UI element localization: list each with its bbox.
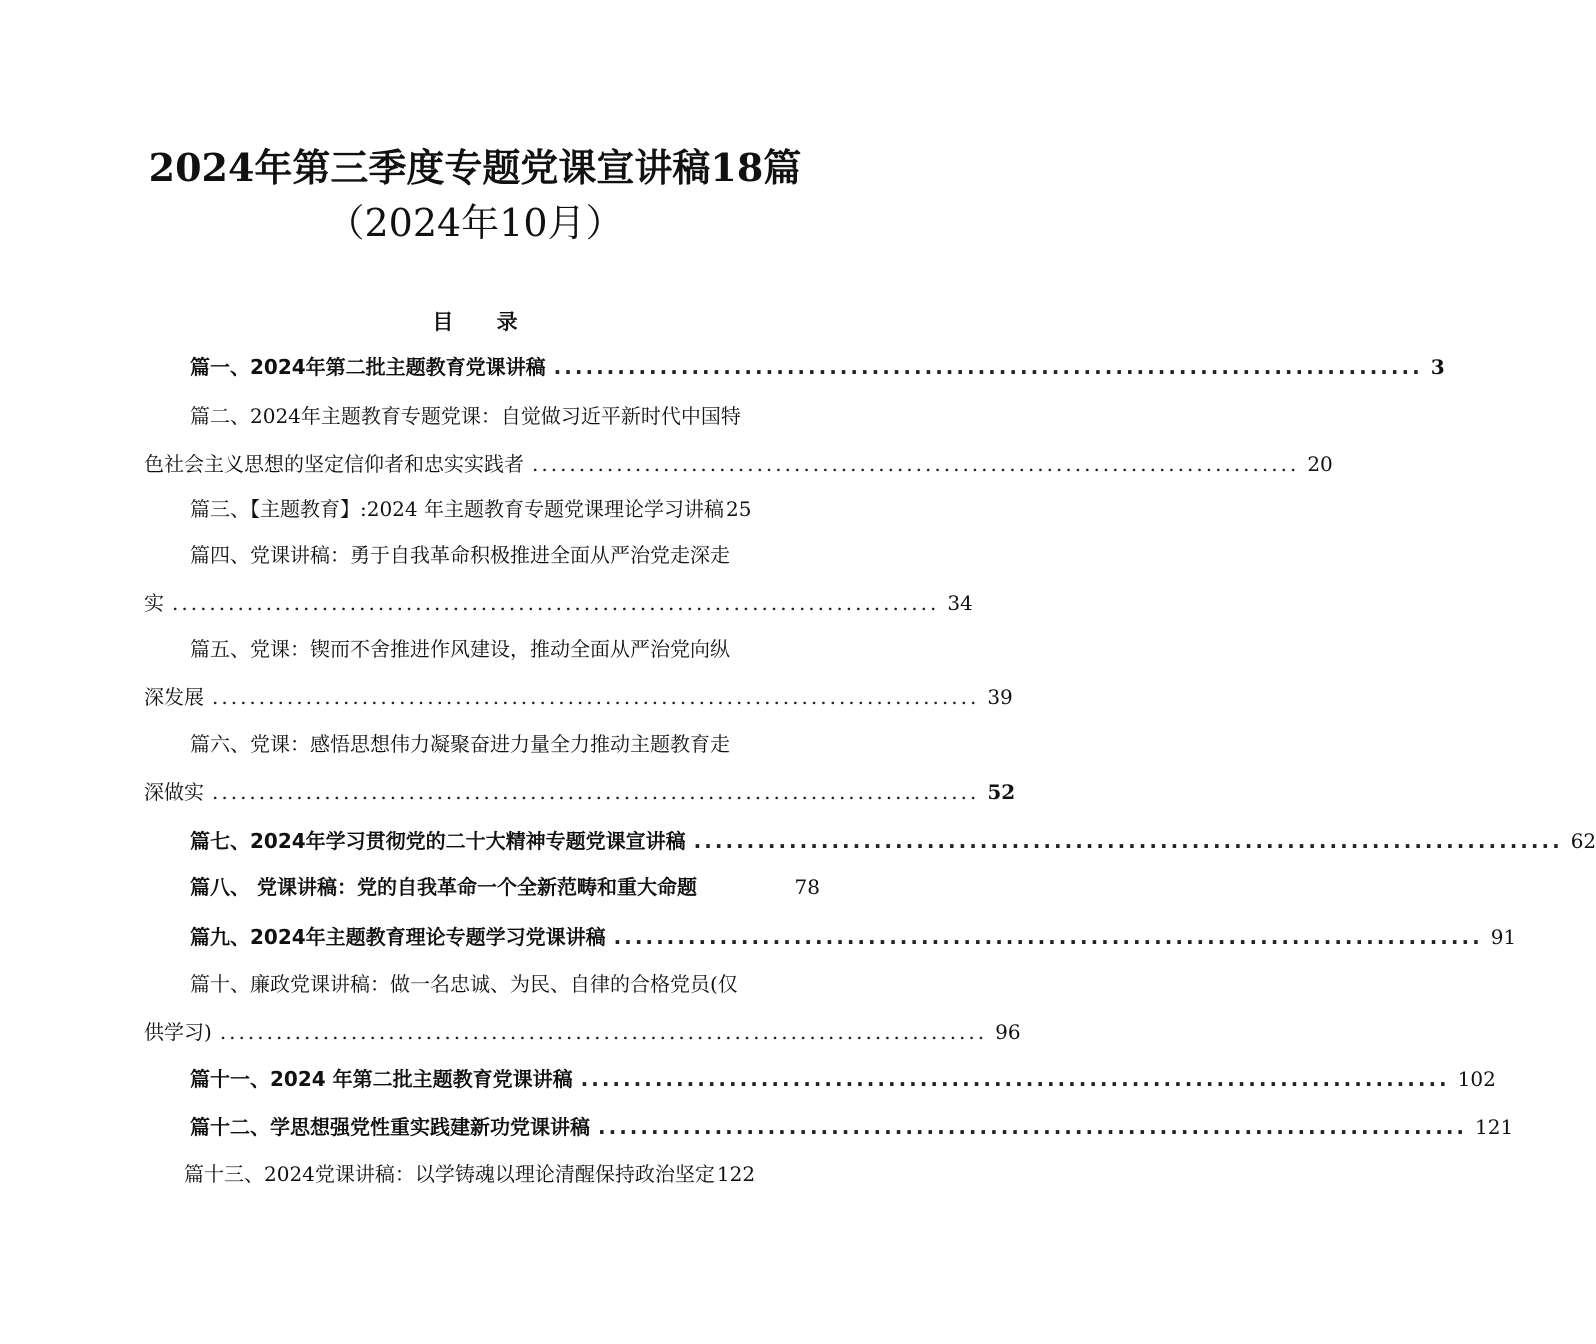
toc-entry-title: 篇二、2024年主题教育专题党课：自觉做习近平新时代中国特 xyxy=(190,404,741,428)
toc-entry-8[interactable] xyxy=(144,875,820,899)
toc-entry-title: 篇十三、2024党课讲稿：以学铸魂以理论清醒保持政治坚定 xyxy=(184,1162,715,1186)
toc-leader: .................................................................................. xyxy=(212,685,980,709)
toc-entry-title: 篇十、廉政党课讲稿：做一名忠诚、为民、自律的合格党员(仅 xyxy=(190,972,738,996)
toc-entry-title: 篇十一、2024 年第二批主题教育党课讲稿 xyxy=(190,1067,573,1091)
toc-leader: .................................................................................. xyxy=(532,452,1300,476)
toc-page-number: 25 xyxy=(726,497,752,521)
toc-leader: .................................................................................. xyxy=(219,1020,988,1044)
toc-entry-title: 篇一、2024年第二批主题教育党课讲稿 xyxy=(190,355,546,379)
toc-entry-title-continued: 供学习) xyxy=(144,1020,212,1044)
toc-page-number: 3 xyxy=(1430,355,1445,379)
toc-entry-1[interactable] xyxy=(144,355,1445,379)
toc-entry-title: 篇十二、学思想强党性重实践建新功党课讲稿 xyxy=(190,1115,590,1139)
toc-page-number: 62 xyxy=(1570,829,1596,853)
toc-entry-6[interactable] xyxy=(144,732,1016,804)
toc-page-number: 102 xyxy=(1457,1067,1496,1091)
toc-entry-title-continued: 深发展 xyxy=(144,685,204,709)
toc-leader: .................................................................................. xyxy=(598,1115,1468,1139)
toc-heading: 目 录 xyxy=(432,310,536,334)
toc-page-number: 122 xyxy=(716,1162,756,1186)
toc-leader: .................................................................................. xyxy=(693,829,1563,853)
toc-entry-13[interactable] xyxy=(144,1162,820,1186)
toc-page-number: 96 xyxy=(995,1020,1021,1044)
toc-page-number: 39 xyxy=(987,685,1013,709)
toc-entry-9[interactable] xyxy=(144,925,1517,949)
toc-entry-title-continued: 实 xyxy=(144,591,164,615)
toc-page-number: 34 xyxy=(947,591,973,615)
toc-entry-title: 篇七、2024年学习贯彻党的二十大精神专题党课宣讲稿 xyxy=(190,829,686,853)
toc-page-number: 20 xyxy=(1307,452,1333,476)
toc-entry-5[interactable] xyxy=(144,637,1013,709)
toc-page-number: 52 xyxy=(987,780,1016,804)
toc-entry-title: 篇五、党课：锲而不舍推进作风建设，推动全面从严治党向纵 xyxy=(190,637,730,661)
toc-page-number: 78 xyxy=(794,875,820,899)
toc-entry-title-continued: 深做实 xyxy=(144,780,204,804)
toc-entry-title: 篇九、2024年主题教育理论专题学习党课讲稿 xyxy=(190,925,606,949)
toc-entry-title: 篇四、党课讲稿：勇于自我革命积极推进全面从严治党走深走 xyxy=(190,543,730,567)
toc-entry-12[interactable] xyxy=(144,1115,1514,1139)
toc-leader: .................................................................................. xyxy=(212,780,980,804)
toc-entry-title: 篇八、 党课讲稿：党的自我革命一个全新范畴和重大命题 xyxy=(190,875,697,899)
toc-entry-title-continued: 色社会主义思想的坚定信仰者和忠实实践者 xyxy=(144,452,524,476)
document-title: 2024年第三季度专题党课宣讲稿18篇 xyxy=(148,145,802,190)
toc-leader: .................................................................................. xyxy=(580,1067,1450,1091)
toc-leader: .................................................................................. xyxy=(613,925,1483,949)
toc-page-number: 91 xyxy=(1490,925,1517,949)
toc-entry-2[interactable] xyxy=(144,404,1333,476)
toc-entry-4[interactable] xyxy=(144,543,973,615)
toc-entry-7[interactable] xyxy=(144,829,1596,853)
toc-leader: .................................................................................. xyxy=(172,591,940,615)
toc-entry-11[interactable] xyxy=(144,1067,1496,1091)
toc-entry-10[interactable] xyxy=(144,972,1021,1044)
toc-entry-3[interactable] xyxy=(144,497,820,521)
toc-leader: .................................................................................. xyxy=(553,355,1423,379)
toc-page-number: 121 xyxy=(1475,1115,1514,1139)
toc-entry-title: 篇三、【主题教育】:2024 年主题教育专题党课理论学习讲稿 xyxy=(190,497,724,521)
document-subtitle-date: （2024年10月） xyxy=(326,201,624,245)
toc-entry-title: 篇六、党课：感悟思想伟力凝聚奋进力量全力推动主题教育走 xyxy=(190,732,730,756)
